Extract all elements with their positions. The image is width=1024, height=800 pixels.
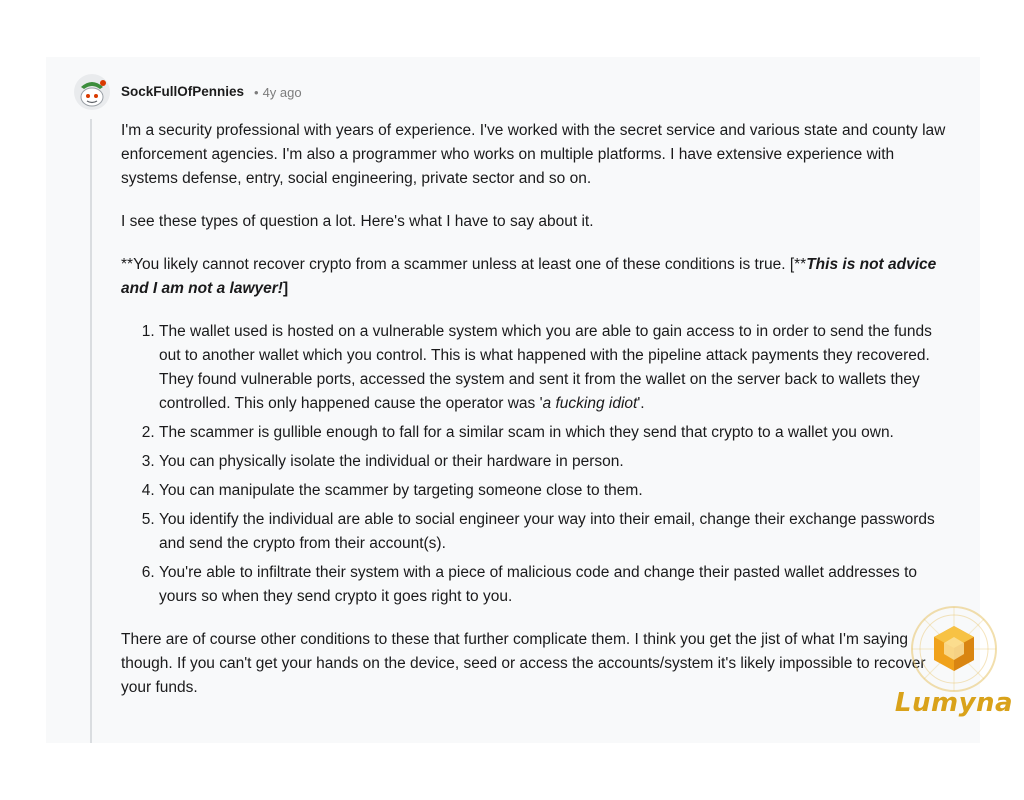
comment-body [121,119,951,700]
snoo-avatar-icon [73,73,111,111]
watermark-text: Lumyna [894,688,1014,718]
list-item-1-start: The wallet used is hosted on a vulnerable system which you are able to gain access to in order to send the funds out to another wallet which you control. This is what happened with the pipeline attack payments they recovered. They found vulnerable ports, accessed the system and sent it from the wallet on the server back to wallets they controlled. This only happened cause the operator was ' [159,323,932,412]
list-item: 4. You can manipulate the scammer by targeting someone close to them. [159,479,951,503]
thread-collapse-line[interactable] [90,119,92,743]
conditions-list [121,320,951,609]
timestamp[interactable]: 4y ago [262,85,302,100]
list-item: 6. You're able to infiltrate their system with a piece of malicious code and change their pasted wallet addresses to yours so when they send crypto it goes right to you. [159,561,951,609]
list-item-1-italic: a fucking idiot [542,395,638,412]
avatar[interactable] [73,73,111,111]
lumyna-logo-icon [892,604,1016,694]
comment-card [46,57,980,743]
disclaimer-text: This is not advice and I am not a lawyer! [121,256,937,297]
paragraph-context: I see these types of question a lot. Here's what I have to say about it. [121,213,594,230]
list-item: 2. The scammer is gullible enough to fall for a similar scam in which they send that crypto to a wallet you own. [159,421,951,445]
paragraph-intro: I'm a security professional with years of experience. I've worked with the secret service and various state and county law enforcement agencies. I'm also a programmer who works on multiple platforms. I have extensive experience with systems defense, entry, social engineering, private sector and so on. [121,122,946,187]
disclaimer-end: ] [282,280,289,297]
username-link[interactable]: SockFullOfPennies [121,84,245,99]
list-item [159,320,951,416]
list-item-1-end: '. [637,395,645,412]
list-item: 3. You can physically isolate the individual or their hardware in person. [159,450,951,474]
paragraph-conditions [121,253,951,301]
paragraph-conditions-start: **You likely cannot recover crypto from a scammer unless at least one of these conditions is true. [** [121,256,807,273]
meta-separator: • [254,85,259,100]
lumyna-watermark [892,604,1016,732]
paragraph-conclusion: There are of course other conditions to these that further complicate them. I think you get the jist of what I'm saying though. If you can't get your hands on the device, seed or access the accounts/system it's likely impossible to recover your funds. [121,631,926,696]
list-item: 5. You identify the individual are able to social engineer your way into their email, change their exchange passwords and send the crypto from their account(s). [159,508,951,556]
comment-meta [254,85,302,100]
